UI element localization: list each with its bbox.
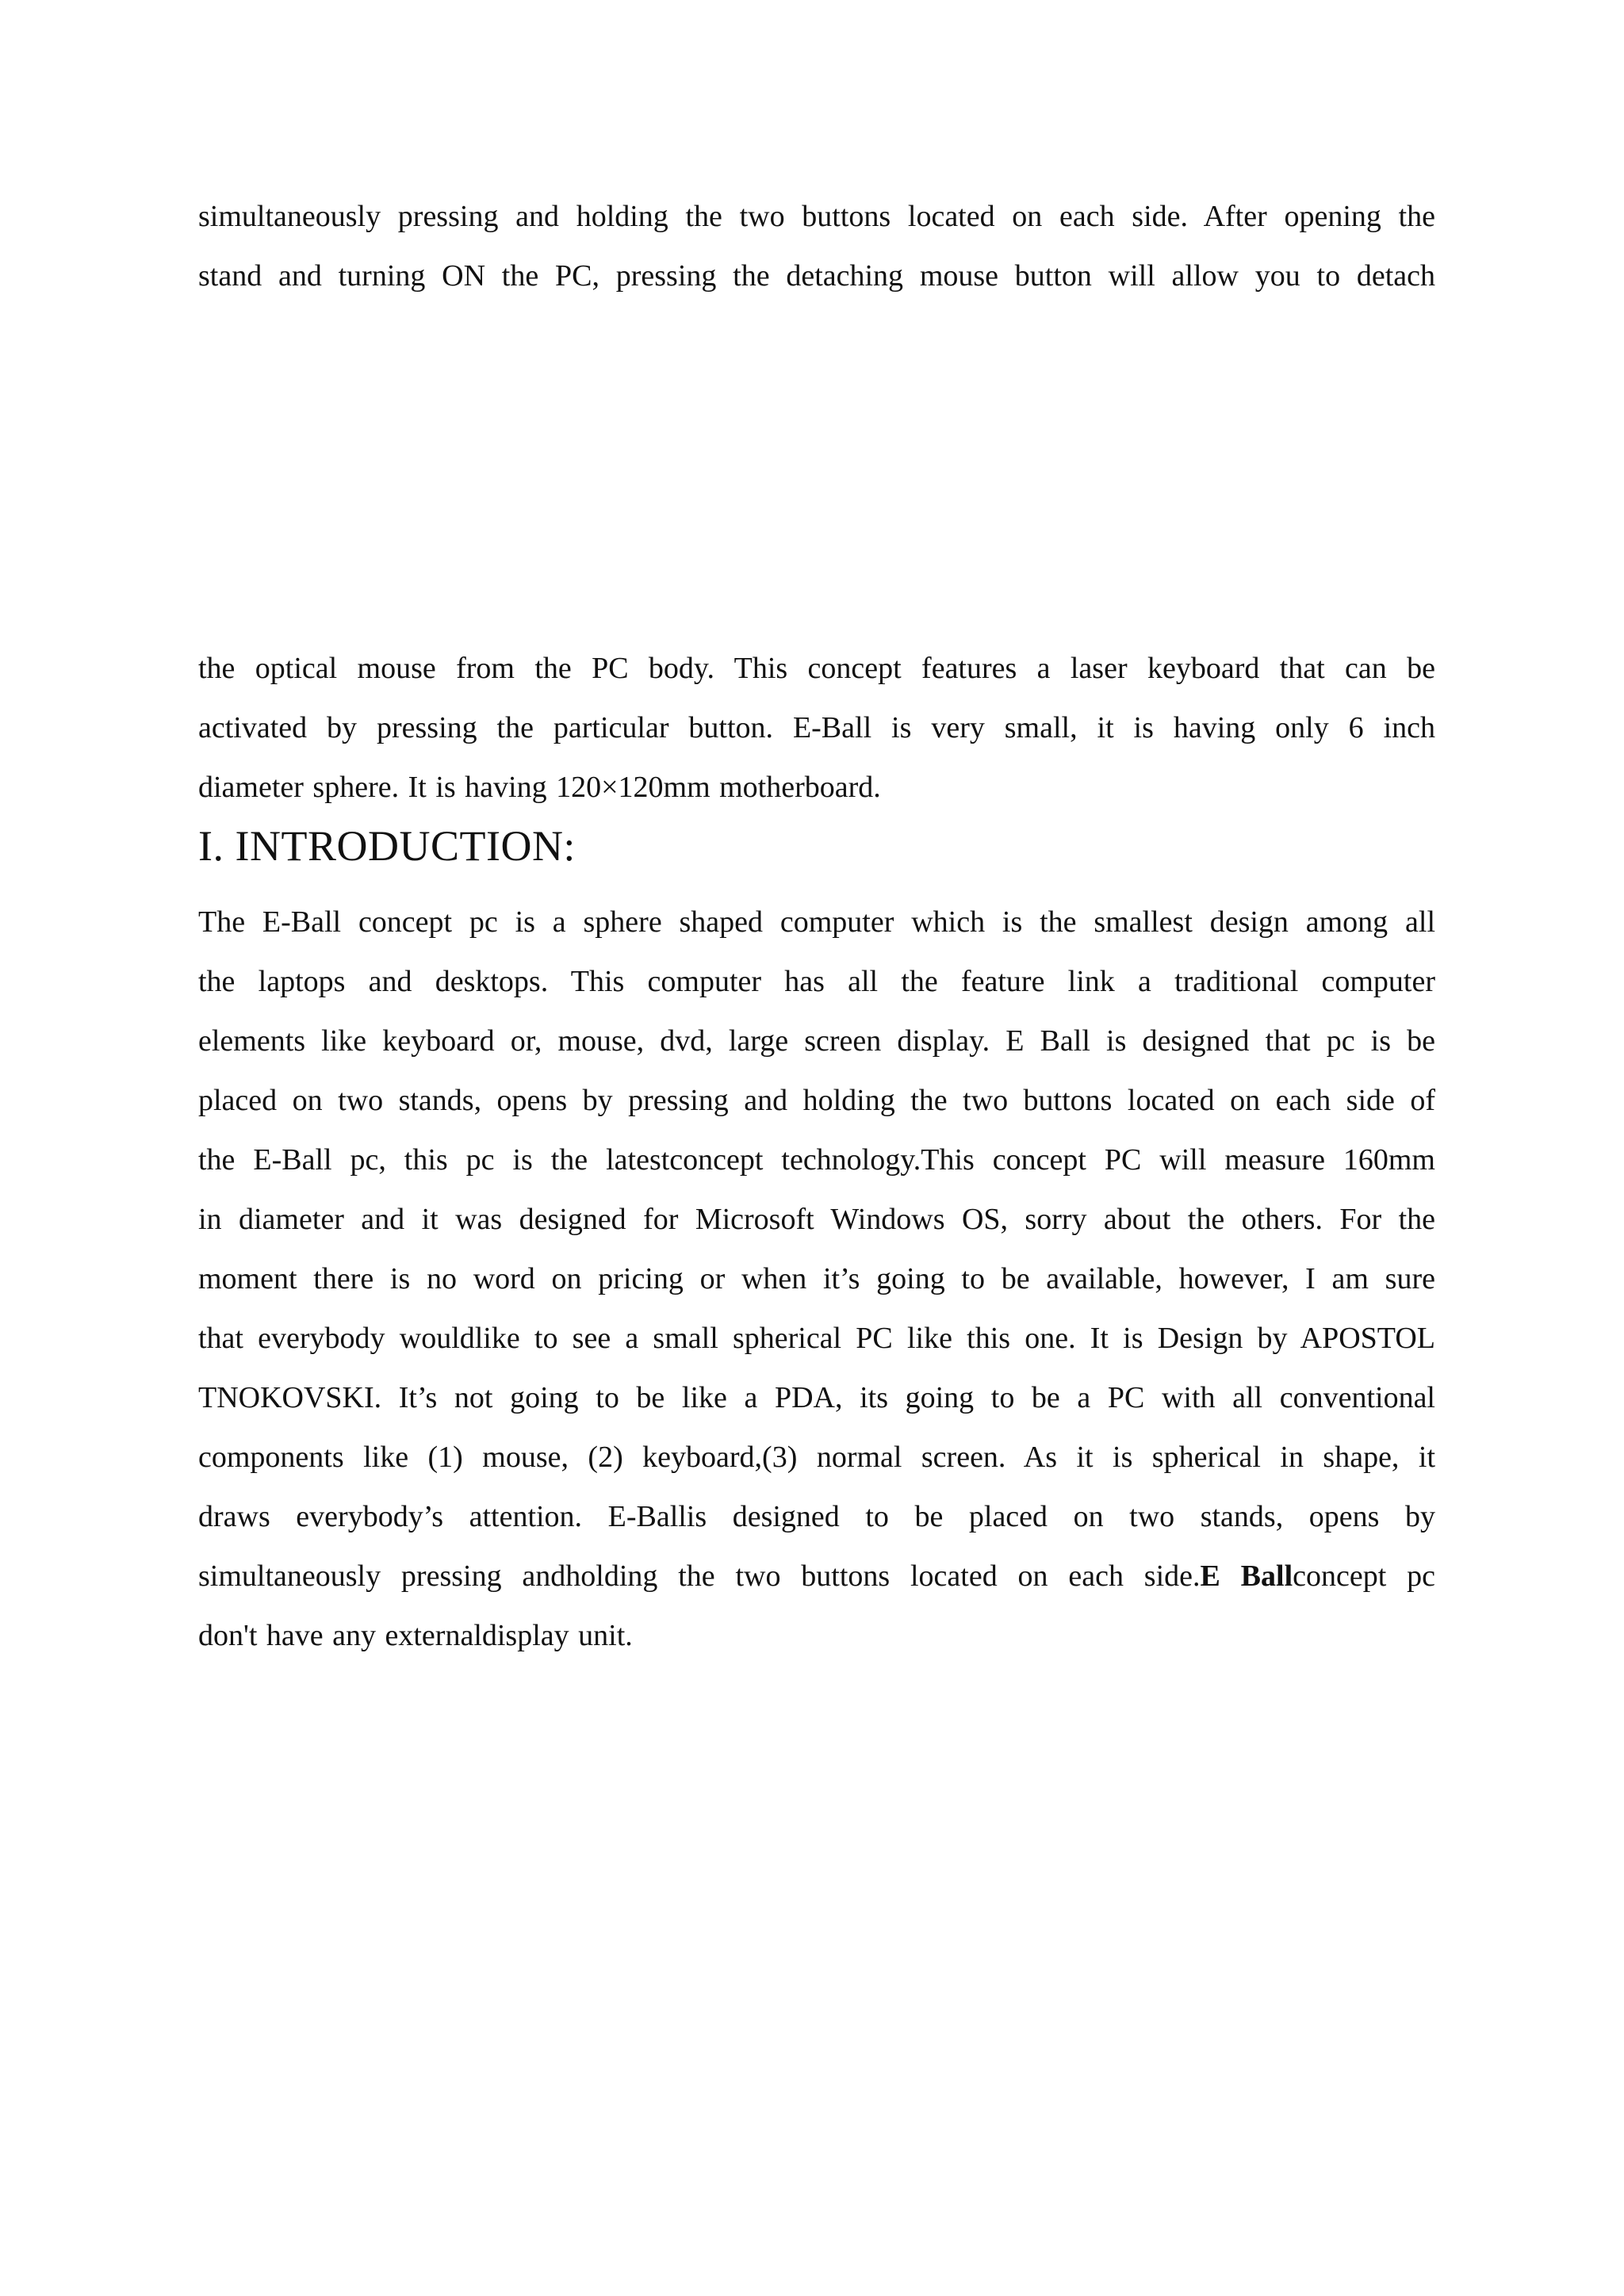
section-heading-introduction: I. INTRODUCTION: xyxy=(198,822,576,870)
text-line: the E-Ball pc, this pc is the latestconcept technology.This concept PC will measure 160mm xyxy=(198,1143,1435,1177)
text-line: elements like keyboard or, mouse, dvd, large screen display. E Ball is designed that pc is be xyxy=(198,1024,1435,1058)
text-segment: concept pc xyxy=(1293,1559,1435,1593)
text-line: activated by pressing the particular button. E-Ball is very small, it is having only 6 inch xyxy=(198,711,1435,744)
text-line: the laptops and desktops. This computer has all the feature link a traditional computer xyxy=(198,965,1435,998)
text-segment: simultaneously pressing andholding the two buttons located on each side. xyxy=(198,1559,1201,1593)
text-line: TNOKOVSKI. It’s not going to be like a PDA, its going to be a PC with all conventional xyxy=(198,1381,1435,1414)
text-line: placed on two stands, opens by pressing and holding the two buttons located on each side of xyxy=(198,1084,1435,1117)
paragraph-e-ball-features xyxy=(198,639,1435,817)
text-line: don't have any externaldisplay unit. xyxy=(198,1619,633,1652)
text-line-with-bold xyxy=(198,1547,1435,1606)
text-line: The E-Ball concept pc is a sphere shaped computer which is the smallest design among all xyxy=(198,905,1435,939)
paragraph-introduction xyxy=(198,893,1435,1666)
text-line: components like (1) mouse, (2) keyboard,(3) normal screen. As it is spherical in shape, it xyxy=(198,1441,1435,1474)
text-line: stand and turning ON the PC, pressing the detaching mouse button will allow you to detach xyxy=(198,259,1435,293)
text-line: the optical mouse from the PC body. This concept features a laser keyboard that can be xyxy=(198,652,1435,685)
paragraph-continuation xyxy=(198,187,1435,306)
text-line: in diameter and it was designed for Microsoft Windows OS, sorry about the others. For the xyxy=(198,1203,1435,1236)
text-line: diameter sphere. It is having 120×120mm motherboard. xyxy=(198,771,881,804)
text-line: moment there is no word on pricing or when it’s going to be available, however, I am sure xyxy=(198,1262,1435,1295)
text-line: draws everybody’s attention. E-Ballis designed to be placed on two stands, opens by xyxy=(198,1500,1435,1533)
text-line: that everybody wouldlike to see a small spherical PC like this one. It is Design by APOSTOL xyxy=(198,1322,1435,1355)
text-line: simultaneously pressing and holding the two buttons located on each side. After opening the xyxy=(198,200,1435,233)
bold-term-e-ball: E Ball xyxy=(1200,1559,1293,1593)
